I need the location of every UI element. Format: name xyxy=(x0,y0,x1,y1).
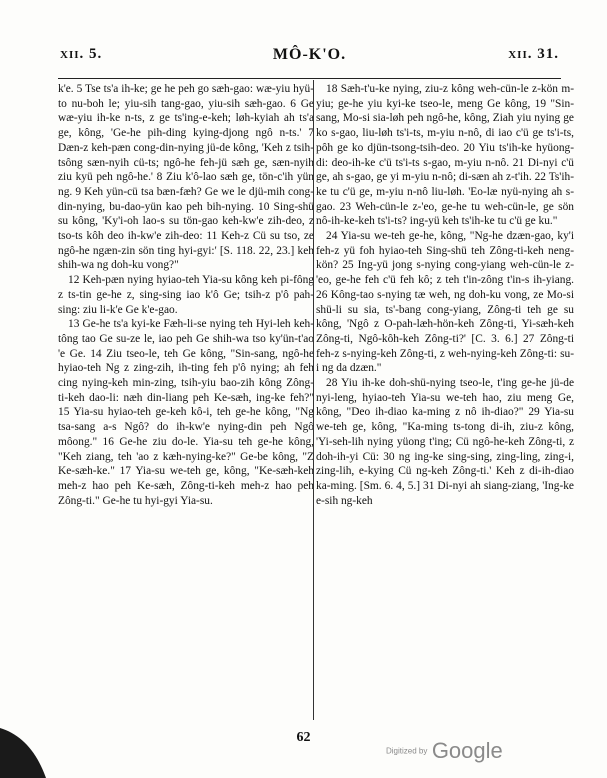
right-paragraph: 24 Yia-su we-teh ge-he, kông, "Ng-he dzæn-gao, ky'i feh-z yü foh hyiao-teh Sing-shü teh Zông-ti-keh neng-kön? 25 Ing-yü jong s-nying cong-yiang weh-cün-le z-'eo, ge-he feh c'ü feh kô; z teh t'in-zông t'in-s ih-yiang. 26 Kông-tao s-nying tæ weh, ng doh-ku vong, ze Mo-si shü-li su sia, ts'-bang cong-yiang, Zông-ti teh ge su kông, 'Ngô z O-pah-læh-hön-keh Zông-ti, Yi-sæh-keh Zông-ti, Ngô-kôh-keh Zông-ti?' [C. 3. 6.] 27 Zông-ti feh-z s-nying-keh Zông-ti, z weh-nying-keh Zông-ti: su-i ng da dzæn." xyxy=(316,230,574,375)
watermark-prefix: Digitized by xyxy=(386,746,428,756)
running-header xyxy=(60,46,559,72)
left-paragraph: k'e. 5 Tse ts'a ih-ke; ge he peh go sæh-gao: wæ-yiu hyü-to nu-boh le; yiu-sih tang-gao, yiu-sih sæh-gao. 6 Ge wæ-yiu ih-ke n-ts, z ge ts'ing-e-keh; løh-kyiah ah ts'a ge, kông, 'Ge-he pih-ding kying-djong ngô n-ts.' 7 Dæn-z keh-pæn cong-din-nying jü-de kông, 'Keh z tsih-tsông sæn-nyih cü-ts; ngô-he feh-jü sæh ge, sæn-nyih ziu kyü peh ngô-he.' 8 Ziu k'ô-lao sæh ge, tön-c'ih yün ng. 9 Keh yün-cü tsa bæn-fæh? Ge we le djü-mih cong-din-nying, bu-dao-yün kao peh bih-nying. 10 Sing-shü su kông, 'Ky'i-oh lao-s su tön-gao keh-kw'e zih-deo, z tso-ts kôh deo ih-kw'e zih-deo: 11 Keh-z Cü su tso, ze ngô-he ngæn-zin sön ting hyi-gyi:' [S. 118. 22, 23.] keh shih-wa ng doh-ku vong?" xyxy=(58,83,314,272)
header-chapter-right: xii. 31. xyxy=(508,46,559,62)
right-paragraph: 28 Yiu ih-ke doh-shü-nying tseo-le, t'ing ge-he jü-de nyi-leng, hyiao-teh Yia-su we-teh hao, ziu meng Ge, kông, "Deo ih-diao ka-ming z nô ih-diao?" 29 Yia-su we-teh ge, kông, "Ka-ming ts-tong di-ih, ziu-z kông, 'Yi-seh-lih nying yüong t'ing; Cü ngô-he-keh Zông-ti, z doh-ih-yi Cü: 30 ng ing-ke sing-sing, zing-ling, zing-i, zing-lih, e-kying Cü ng-keh Zông-ti.' Keh z di-ih-diao ka-ming. [Sm. 6. 4, 5.] 31 Di-nyi ah siang-ziang, 'Ing-ke e-sih ng-keh xyxy=(316,377,574,507)
header-book-title: MÔ-K'O. xyxy=(272,46,347,63)
page-corner-shadow xyxy=(0,720,48,778)
left-paragraph: 13 Ge-he ts'a kyi-ke Fæh-li-se nying teh Hyi-leh keh-tông tao Ge su-ze le, iao peh Ge shih-wa tso ky'ün-t'ao 'e Ge. 14 Ziu tseo-le, teh Ge kông, "Sin-sang, ngô-he hyiao-teh Ng z zing-zih, ih-ting feh p'ô nying; ah feh cing nying-keh min-zing, tsih-yiu bao-zih kông Zông-ti-keh dao-li: næh din-liang peh Ke-sæh, ing-ke feh?" 15 Yia-su hyiao-teh ge-keh kô-i, teh ge-he kông, "Ng tsa-sang a-s Ngô? do ih-kw'e nying-din peh Ngô môong." 16 Ge-he ziu do-le. Yia-su teh ge-he kông, "Keh ziang, teh 'ao z kæh-nying-ke?" Ge-be kông, "Z Ke-sæh-ke." 17 Yia-su we-teh ge, kông, "Ke-sæh-keh meh-z hao peh Ke-sæh, Zông-ti-keh meh-z hao peh Zông-ti." Ge-he tu hyi-gyi Yia-su. xyxy=(58,318,314,507)
left-column xyxy=(58,82,314,508)
header-chapter-left: xii. 5. xyxy=(60,46,103,62)
digitized-watermark xyxy=(386,738,503,764)
watermark-brand: Google xyxy=(431,738,503,763)
page-number: 62 xyxy=(296,730,311,745)
right-column xyxy=(316,82,574,508)
header-rule xyxy=(58,78,561,79)
right-paragraph: 18 Sæh-t'u-ke nying, ziu-z kông weh-cün-le z-kön m-yiu; ge-he yiu kyi-ke tseo-le, meng Ge kông, 19 "Sin-sang, Mo-si sia-løh peh ngô-he, kông, Ziah yiu nying ge ko s-gao, liu-løh ts'i-ts, m-yiu n-nô, di iao c'ü ge ts'i-ts, pôh ge ko djün-tsong-tsih-deo. 20 Yiu ts'ih-ke hyüong-di: deo-ih-ke c'ü ts'i-ts s-gao, m-yiu n-nô. 21 Di-nyi c'ü ge, ah s-gao, ge yi m-yiu n-nô; di-sæn ah z-t'ih. 22 Ts'ih-ke tu c'ü ge, m-yiu n-nô liu-løh. 'Eo-læ nyü-nying ah s-gao. 23 Weh-cün-le z-'eo, ge-he tu weh-cün-le, ge sön nô-ih-ke-keh ts'i-ts? ing-yü keh ts'ih-ke tu c'ü ge ku." xyxy=(316,83,574,228)
left-paragraph: 12 Keh-pæn nying hyiao-teh Yia-su kông keh pi-fông z ts-tin ge-he z, sing-sing iao k'ô Ge; tsih-z p'ô pah-sing: ziu li-k'e Ge k'e-gao. xyxy=(58,274,314,316)
column-divider xyxy=(313,80,314,720)
